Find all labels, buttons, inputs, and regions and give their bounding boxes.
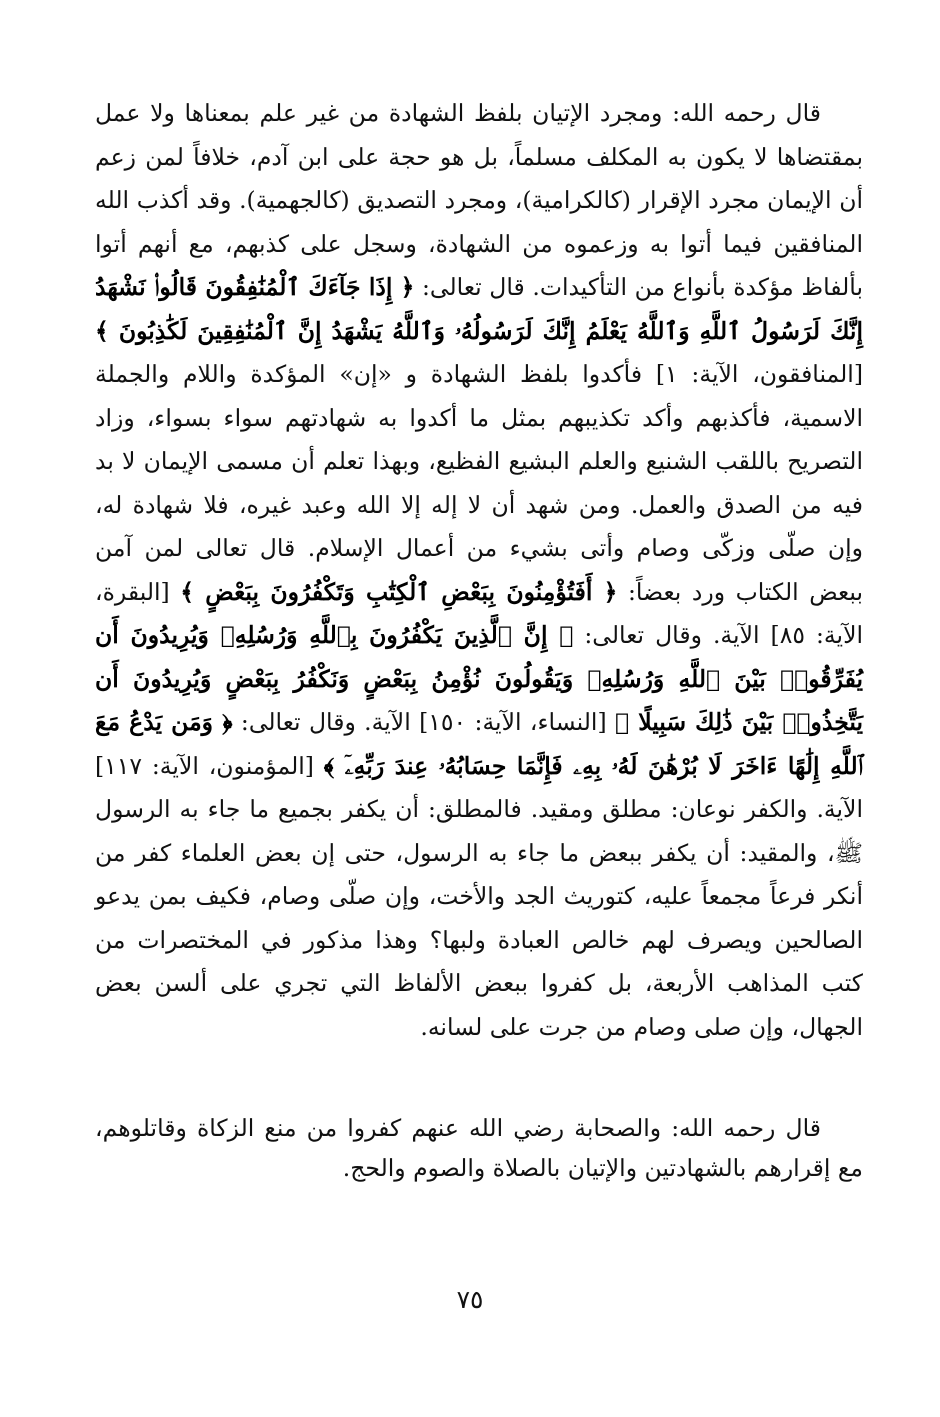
paragraph-text-2: [المنافقون، الآية: ١] فأكدوا بلفظ الشهادة و «إن» المؤكدة واللام والجملة الاسمية، فأكذبهم وأكد تكذيبهم بمثل ما أكدوا به شهادتهم سواء بسواء، وزاد التصريح باللقب الشنيع والعلم البشيع الفظيع، وبهذا تعلم أن مسمى الإيمان لا بد فيه من الصدق والعمل. ومن شهد أن لا إله إلا الله وعبد غيره، فلا شهادة له، وإن صلّى وزكّى وصام وأتى بشيء من أعمال الإسلام. قال تعالى لمن آمن ببعض الكتاب ورد بعضاً:	[95, 360, 863, 606]
quran-verse-baqarah: ﴿ أَفَتُؤْمِنُونَ بِبَعْضِ ٱلْكِتَٰبِ وَتَكْفُرُونَ بِبَعْضٍ ﴾	[180, 577, 618, 606]
quran-verse-muminun: ﴿ وَمَن يَدْعُ مَعَ ٱللَّهِ إِلَٰهًا ءَاخَرَ لَا بُرْهَٰنَ لَهُۥ بِهِۦ فَإِنَّمَا حِسَابُهُۥ عِندَ رَبِّهِۦٓ ﴾	[95, 708, 863, 780]
quran-verse-nisa: ﴿ إِنَّ ٱلَّذِينَ يَكْفُرُونَ بِٱللَّهِ وَرُسُلِهِۦ وَيُرِيدُونَ أَن يُفَرِّقُوا۟ بَيْنَ ٱللَّهِ وَرُسُلِهِۦ وَيَقُولُونَ نُؤْمِنُ بِبَعْضٍ وَنَكْفُرُ بِبَعْضٍ وَيُرِيدُونَ أَن يَتَّخِذُوا۟ بَيْنَ ذَٰلِكَ سَبِيلًا ﴾	[95, 621, 864, 736]
page-number: ٧٥	[456, 1285, 484, 1314]
paragraph-main	[95, 92, 863, 1049]
paragraph-text-1: قال رحمه الله: ومجرد الإتيان بلفظ الشهادة من غير علم بمعناها ولا عمل بمقتضاها لا يكون به المكلف مسلماً، بل هو حجة على ابن آدم، خلافاً لمن زعم أن الإيمان مجرد الإقرار (كالكرامية)، ومجرد التصديق (كالجهمية). وقد أكذب الله المنافقين فيما أتوا به وزعموه من الشهادة، وسجل على كذبهم، مع أنهم أتوا بألفاظ مؤكدة بأنواع من التأكيدات. قال تعالى:	[95, 99, 863, 301]
paragraph-sahaba-text: قال رحمه الله: والصحابة رضي الله عنهم كفروا من منع الزكاة وقاتلوهم، مع إقرارهم بالشهادتين والإتيان بالصلاة والصوم والحج.	[95, 1114, 863, 1182]
paragraph-text-5: [المؤمنون، الآية: ١١٧] الآية. والكفر نوعان: مطلق ومقيد. فالمطلق: أن يكفر بجميع ما جاء به الرسول ﷺ، والمقيد: أن يكفر ببعض ما جاء به الرسول، حتى إن بعض العلماء كفر من أنكر فرعاً مجمعاً عليه، كتوريث الجد والأخت، وإن صلّى وصام، فكيف بمن يدعو الصالحين ويصرف لهم خالص العبادة ولبها؟ وهذا مذكور في المختصرات من كتب المذاهب الأربعة، بل كفروا ببعض الألفاظ التي تجري على ألسن بعض الجهال، وإن صلى وصام من جرت على لسانه.	[95, 751, 863, 1041]
quran-verse-munafiqun: ﴿ إِذَا جَآءَكَ ٱلْمُنَٰفِقُونَ قَالُوا۟ نَشْهَدُ إِنَّكَ لَرَسُولُ ٱللَّهِ وَٱللَّهُ يَعْلَمُ إِنَّكَ لَرَسُولُهُۥ وَٱللَّهُ يَشْهَدُ إِنَّ ٱلْمُنَٰفِقِينَ لَكَٰذِبُونَ ﴾	[95, 273, 863, 345]
paragraph-sahaba	[95, 1108, 863, 1188]
paragraph-text-4: [النساء، الآية: ١٥٠] الآية. وقال تعالى:	[232, 708, 615, 736]
paragraph-text-3: [البقرة، الآية: ٨٥] الآية. وقال تعالى:	[95, 577, 863, 649]
